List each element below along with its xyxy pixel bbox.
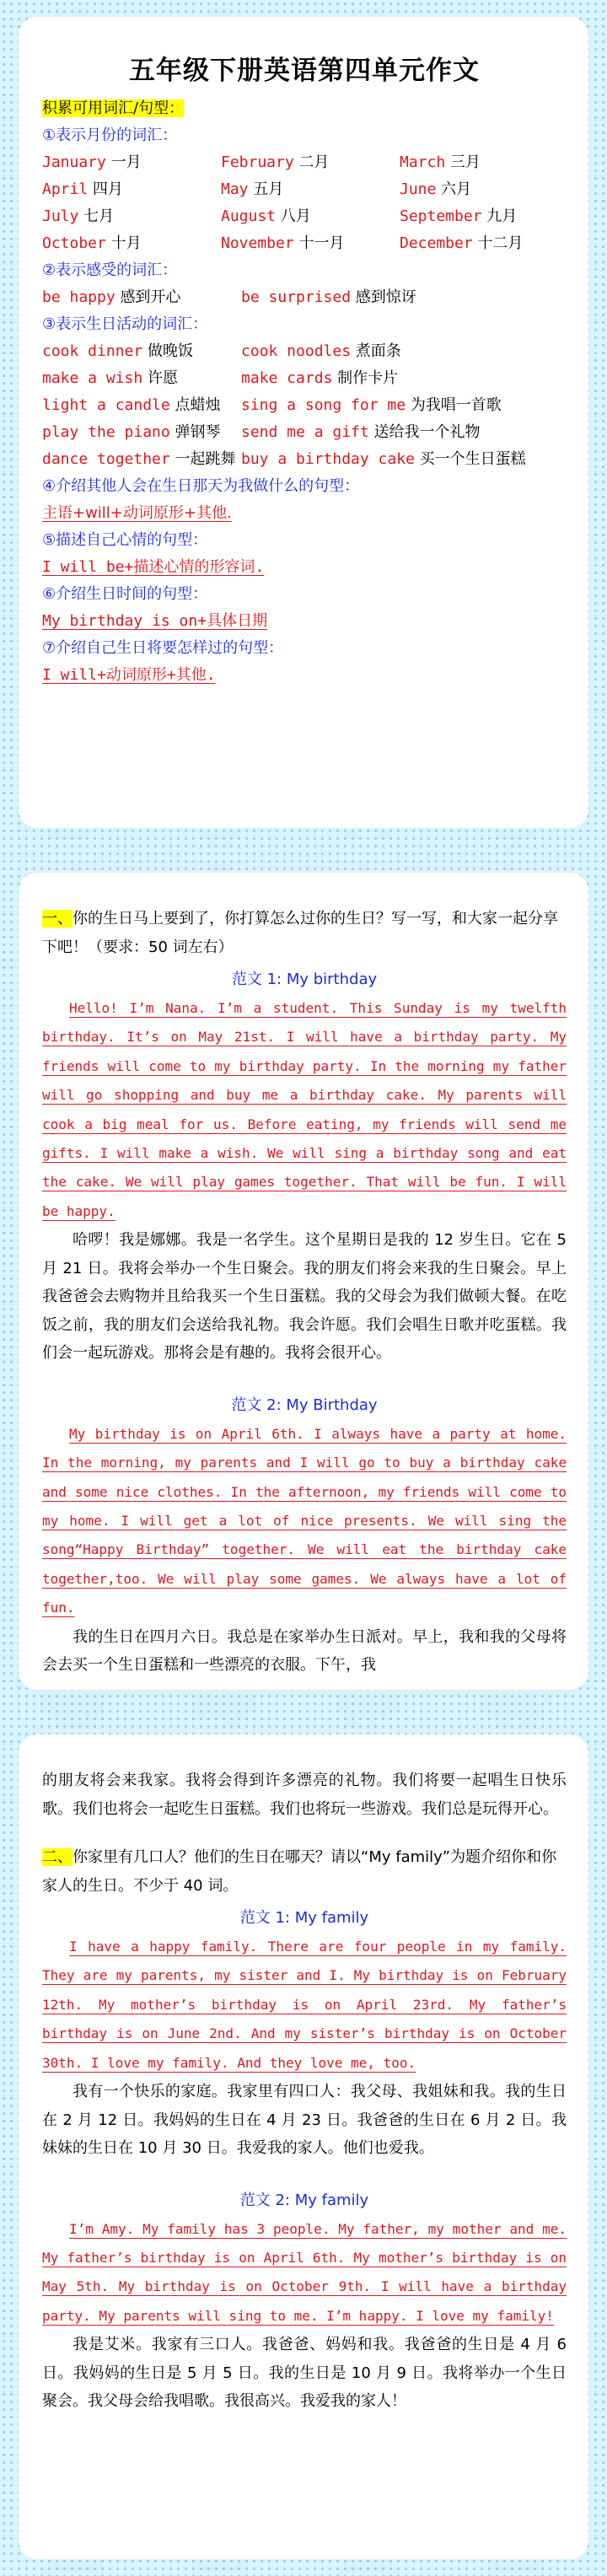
month-item: February 二月: [221, 153, 330, 171]
task1-essay1-english: Hello! I’m Nana. I’m a student. This Sunday is my twelfth birthday. It’s on May 21st. I will have a birthday party. My friends will come to my birthday party. In the morning my father will go shopping and buy me a birthday cake. My parents will cook a big meal for us. Before eating, my friends will send me gifts. I will make a wish. We will sing a birthday song and eat the cake. We will play games together. That will be fun. I will be happy.: [42, 1000, 567, 1219]
pattern-others: 主语+will+动词原形+其他.: [42, 504, 232, 522]
page-title: 五年级下册英语第四单元作文: [129, 56, 480, 86]
task2-essay2-english: I’m Amy. My family has 3 people. My father, my mother and me. My father’s birthday is on April 6th. My mother’s birthday is on May 5th. My birthday is on October 9th. I will have a birthday party. My parents will sing to me. I’m happy. I love my family!: [42, 2220, 567, 2324]
month-item: October 十月: [42, 234, 142, 252]
pattern-others-heading: ④介绍其他人会在生日那天为我做什么的句型：: [42, 477, 360, 495]
activities-heading: ③表示生日活动的词汇：: [42, 315, 208, 333]
activity-item: cook dinner 做晚饭: [42, 342, 193, 360]
month-item: September 九月: [400, 207, 518, 225]
task2-card: [19, 1734, 588, 2559]
feelings-grid: [42, 284, 567, 311]
month-item: March 三月: [400, 153, 481, 171]
task2-essay1-english: I have a happy family. There are four people in my family. They are my parents, my sister and I. My birthday is on February 12th. My mother’s birthday is on April 23rd. My father’s birthday is on June 2nd. And my sister’s birthday is on October 30th. I love my family. And they love me, too.: [42, 1939, 567, 2071]
task1-essay1-chinese: 哈啰！我是娜娜。我是一名学生。这个星期日是我的 12 岁生日。它在 5 月 21 日。我将会举办一个生日聚会。我的朋友们将会来我的生日聚会。早上我爸爸会去购物并且给我买一个生日蛋糕。我的父母会为我们做顿大餐。在吃饭之前，我的朋友们会送给我礼物。我会许愿。我们会唱生日歌并吃蛋糕。我们会一起玩游戏。那将会是有趣的。我将会很开心。: [42, 1231, 567, 1363]
feeling-item: be surprised 感到惊讶: [241, 288, 416, 306]
months-grid: [42, 149, 567, 257]
task1-essay1-title: 范文 1: My birthday: [231, 971, 378, 988]
activity-item: cook noodles 煮面条: [241, 342, 401, 360]
task2-number: 二、: [42, 1848, 73, 1866]
task1-essay2-english: My birthday is on April 6th. I always have a party at home. In the morning, my parents and I will go to buy a birthday cake and some nice clothes. In the afternoon, my friends will come to my home. I will get a lot of nice presents. We will sing the song“Happy Birthday” together. We will eat the birthday cake together,too. We will play some games. We always have a lot of fun.: [42, 1425, 567, 1616]
activity-item: make a wish 许愿: [42, 369, 178, 387]
task2-essay2-title: 范文 2: My family: [239, 2191, 369, 2209]
activities-grid: [42, 338, 567, 473]
month-item: June 六月: [400, 180, 472, 198]
pattern-date: My birthday is on+具体日期: [42, 612, 268, 630]
activity-item: make cards 制作卡片: [241, 369, 399, 387]
vocab-heading: 积累可用词汇/句型：: [42, 99, 185, 117]
month-item: August 八月: [221, 207, 311, 225]
month-item: January 一月: [42, 153, 142, 171]
task1-essay2-chinese-part1: 我的生日在四月六日。我总是在家举办生日派对。早上，我和我的父母将会去买一个生日蛋糕和一些漂亮的衣服。下午，我: [42, 1627, 567, 1675]
activity-item: send me a gift 送给我一个礼物: [241, 423, 481, 441]
pattern-plan: I will+动词原形+其他.: [42, 666, 216, 684]
month-item: November 十一月: [221, 234, 345, 252]
feelings-heading: ②表示感受的词汇：: [42, 261, 178, 279]
task1-essay2-chinese-part2: 的朋友将会来我家。我将会得到许多漂亮的礼物。我们将要一起唱生日快乐歌。我们也将会一起吃生日蛋糕。我们也将玩一些游戏。我们总是玩得开心。: [42, 1772, 567, 1818]
task2-essay2-chinese: 我是艾米。我家有三口人。我爸爸、妈妈和我。我爸爸的生日是 4 月 6 日。我妈妈的生日是 5 月 5 日。我的生日是 10 月 9 日。我将举办一个生日聚会。我父母会给我唱歌。我很高兴。我爱我的家人！: [42, 2336, 567, 2411]
activity-item: buy a birthday cake 买一个生日蛋糕: [241, 450, 526, 468]
vocabulary-card: [19, 17, 588, 828]
month-item: April 四月: [42, 180, 123, 198]
task1-prompt: 一、你的生日马上要到了，你打算怎么过你的生日？写一写，和大家一起分享下吧！（要求：50 词左右）: [42, 910, 558, 956]
activity-item: dance together 一起跳舞: [42, 450, 236, 468]
task1-card: [19, 873, 588, 1690]
activity-item: play the piano 弹钢琴: [42, 423, 221, 441]
pattern-mood: I will be+描述心情的形容词.: [42, 558, 265, 576]
month-item: December 十二月: [400, 234, 524, 252]
feeling-item: be happy 感到开心: [42, 288, 181, 306]
months-heading: ①表示月份的词汇：: [42, 126, 178, 144]
month-item: May 五月: [221, 180, 284, 198]
pattern-date-heading: ⑥介绍生日时间的句型：: [42, 585, 208, 603]
task2-prompt: 二、你家里有几口人？他们的生日在哪天？请以“My family”为题介绍你和你家人的生日。不少于 40 词。: [42, 1848, 557, 1895]
task1-number: 一、: [42, 910, 73, 928]
task2-essay1-title: 范文 1: My family: [239, 1909, 369, 1927]
activity-item: light a candle 点蜡烛: [42, 396, 221, 414]
month-item: July 七月: [42, 207, 115, 225]
task2-essay1-chinese: 我有一个快乐的家庭。我家里有四口人：我父母、我姐妹和我。我的生日在 2 月 12 日。我妈妈的生日在 4 月 23 日。我爸爸的生日在 6 月 2 日。我妹妹的生日在 10 月 30 日。我爱我的家人。他们也爱我。: [42, 2083, 567, 2158]
activity-item: sing a song for me 为我唱一首歌: [241, 396, 502, 414]
pattern-plan-heading: ⑦介绍自己生日将要怎样过的句型：: [42, 639, 284, 657]
task1-essay2-title: 范文 2: My Birthday: [231, 1396, 378, 1414]
pattern-mood-heading: ⑤描述自己心情的句型：: [42, 531, 208, 549]
